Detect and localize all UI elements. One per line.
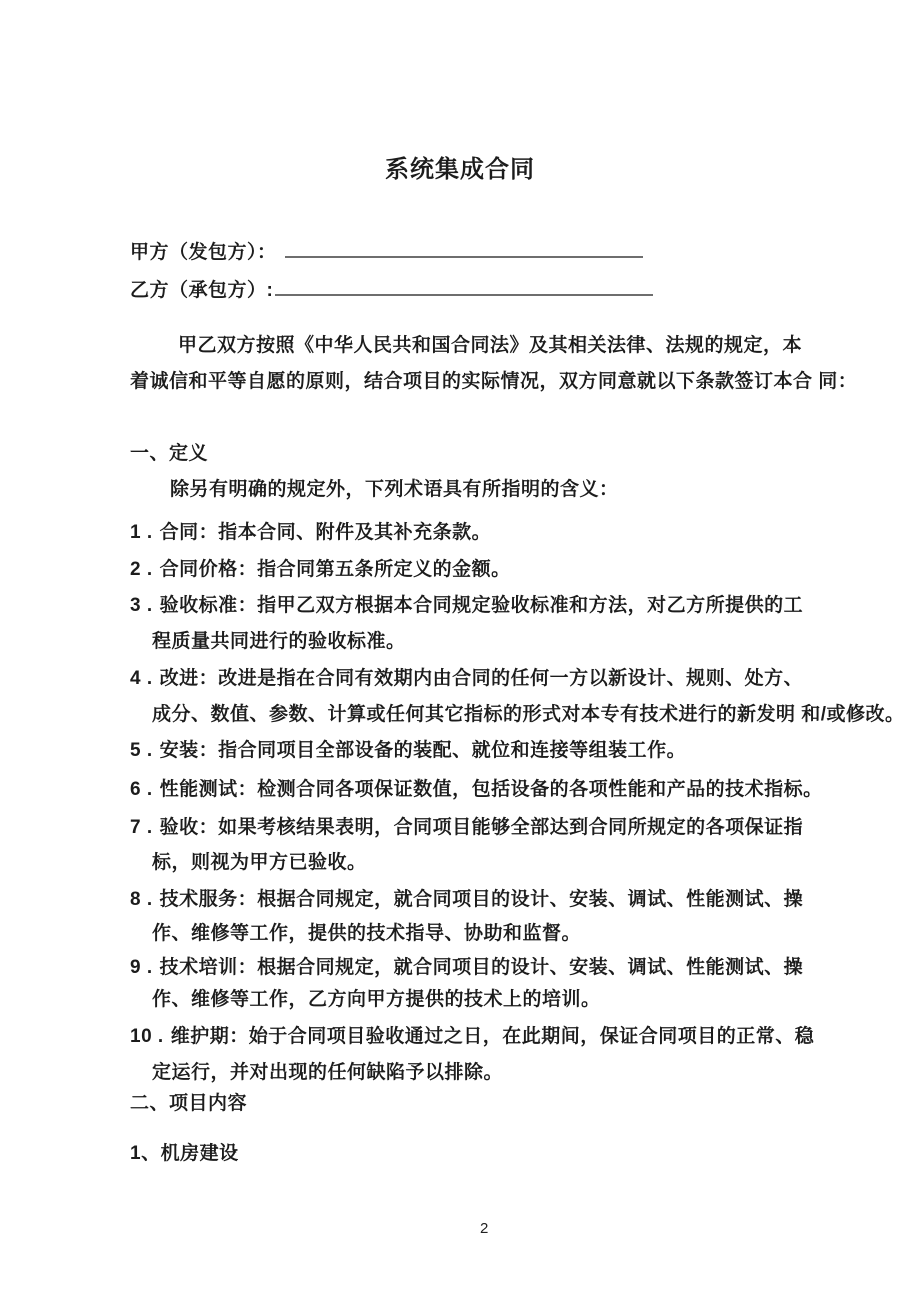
- definition-item-8-marker: 8 .: [130, 889, 153, 910]
- section-1-heading: 一、定义: [130, 443, 209, 464]
- definition-item-1: [130, 522, 491, 544]
- definition-item-7-continuation: 标，则视为甲方已验收。: [152, 852, 367, 873]
- definition-item-5-text: 安装：指合同项目全部设备的装配、就位和连接等组装工作。: [159, 740, 687, 761]
- definition-item-6-marker: 6 .: [130, 779, 153, 800]
- definition-item-2-text: 合同价格：指合同第五条所定义的金额。: [159, 559, 511, 580]
- definition-item-4-marker: 4 .: [130, 668, 153, 689]
- definition-item-9-marker: 9 .: [130, 957, 153, 978]
- definition-item-8-continuation: 作、维修等工作，提供的技术指导、协助和监督。: [152, 923, 582, 944]
- definition-item-10-continuation: 定运行，并对出现的任何缺陷予以排除。: [152, 1062, 504, 1083]
- party-b-fill-in-line: [275, 277, 653, 296]
- party-a-fill-in-line: [285, 239, 643, 258]
- party-b-row: [130, 277, 653, 299]
- party-a-label: 甲方（发包方）：: [130, 242, 277, 263]
- definition-item-3: [130, 595, 803, 617]
- definition-item-9-text: 技术培训：根据合同规定，就合同项目的设计、安装、调试、性能测试、操: [159, 957, 804, 978]
- definition-item-8-text: 技术服务：根据合同规定，就合同项目的设计、安装、调试、性能测试、操: [159, 889, 804, 910]
- definition-item-7-text: 验收：如果考核结果表明，合同项目能够全部达到合同所规定的各项保证指: [159, 817, 804, 838]
- definition-item-8: [130, 889, 803, 911]
- definition-item-7-marker: 7 .: [130, 817, 153, 838]
- definition-item-3-marker: 3 .: [130, 595, 153, 616]
- definition-item-2-marker: 2 .: [130, 559, 153, 580]
- definition-item-5: [130, 740, 686, 762]
- definition-item-9-continuation: 作、维修等工作，乙方向甲方提供的技术上的培训。: [152, 989, 601, 1010]
- definition-item-9: [130, 957, 803, 979]
- definition-item-1-text: 合同：指本合同、附件及其补充条款。: [159, 522, 492, 543]
- intro-paragraph-line-2: 着诚信和平等自愿的原则，结合项目的实际情况，双方同意就以下条款签订本合 同：: [130, 371, 858, 392]
- section-2-sub-item: 1、机房建设: [130, 1143, 239, 1164]
- definition-item-3-text: 验收标准：指甲乙双方根据本合同规定验收标准和方法，对乙方所提供的工: [159, 595, 804, 616]
- definition-item-2: [130, 559, 511, 581]
- section-2-heading: 二、项目内容: [130, 1093, 248, 1114]
- definition-item-3-continuation: 程质量共同进行的验收标准。: [152, 631, 406, 652]
- contract-title: 系统集成合同: [385, 156, 535, 183]
- definition-item-6: [130, 779, 823, 801]
- section-1-intro: 除另有明确的规定外，下列术语具有所指明的含义：: [170, 479, 619, 500]
- party-a-row: [130, 239, 643, 261]
- definition-item-10-marker: 10 .: [130, 1026, 164, 1047]
- page-number: 2: [480, 1220, 489, 1237]
- definition-item-6-text: 性能测试：检测合同各项保证数值，包括设备的各项性能和产品的技术指标。: [159, 779, 823, 800]
- party-b-label: 乙方（承包方）:: [130, 280, 274, 301]
- definition-item-7: [130, 817, 803, 839]
- definition-item-5-marker: 5 .: [130, 740, 153, 761]
- definition-item-10: [130, 1026, 814, 1048]
- definition-item-1-marker: 1 .: [130, 522, 153, 543]
- definition-item-4-continuation: 成分、数值、参数、计算或任何其它指标的形式对本专有技术进行的新发明 和/或修改。: [152, 704, 905, 725]
- definition-item-4-text: 改进：改进是指在合同有效期内由合同的任何一方以新设计、规则、处方、: [159, 668, 804, 689]
- definition-item-10-text: 维护期：始于合同项目验收通过之日，在此期间，保证合同项目的正常、稳: [170, 1026, 815, 1047]
- intro-paragraph-line-1: 甲乙双方按照《中华人民共和国合同法》及其相关法律、法规的规定，本: [178, 335, 803, 356]
- definition-item-4: [130, 668, 803, 690]
